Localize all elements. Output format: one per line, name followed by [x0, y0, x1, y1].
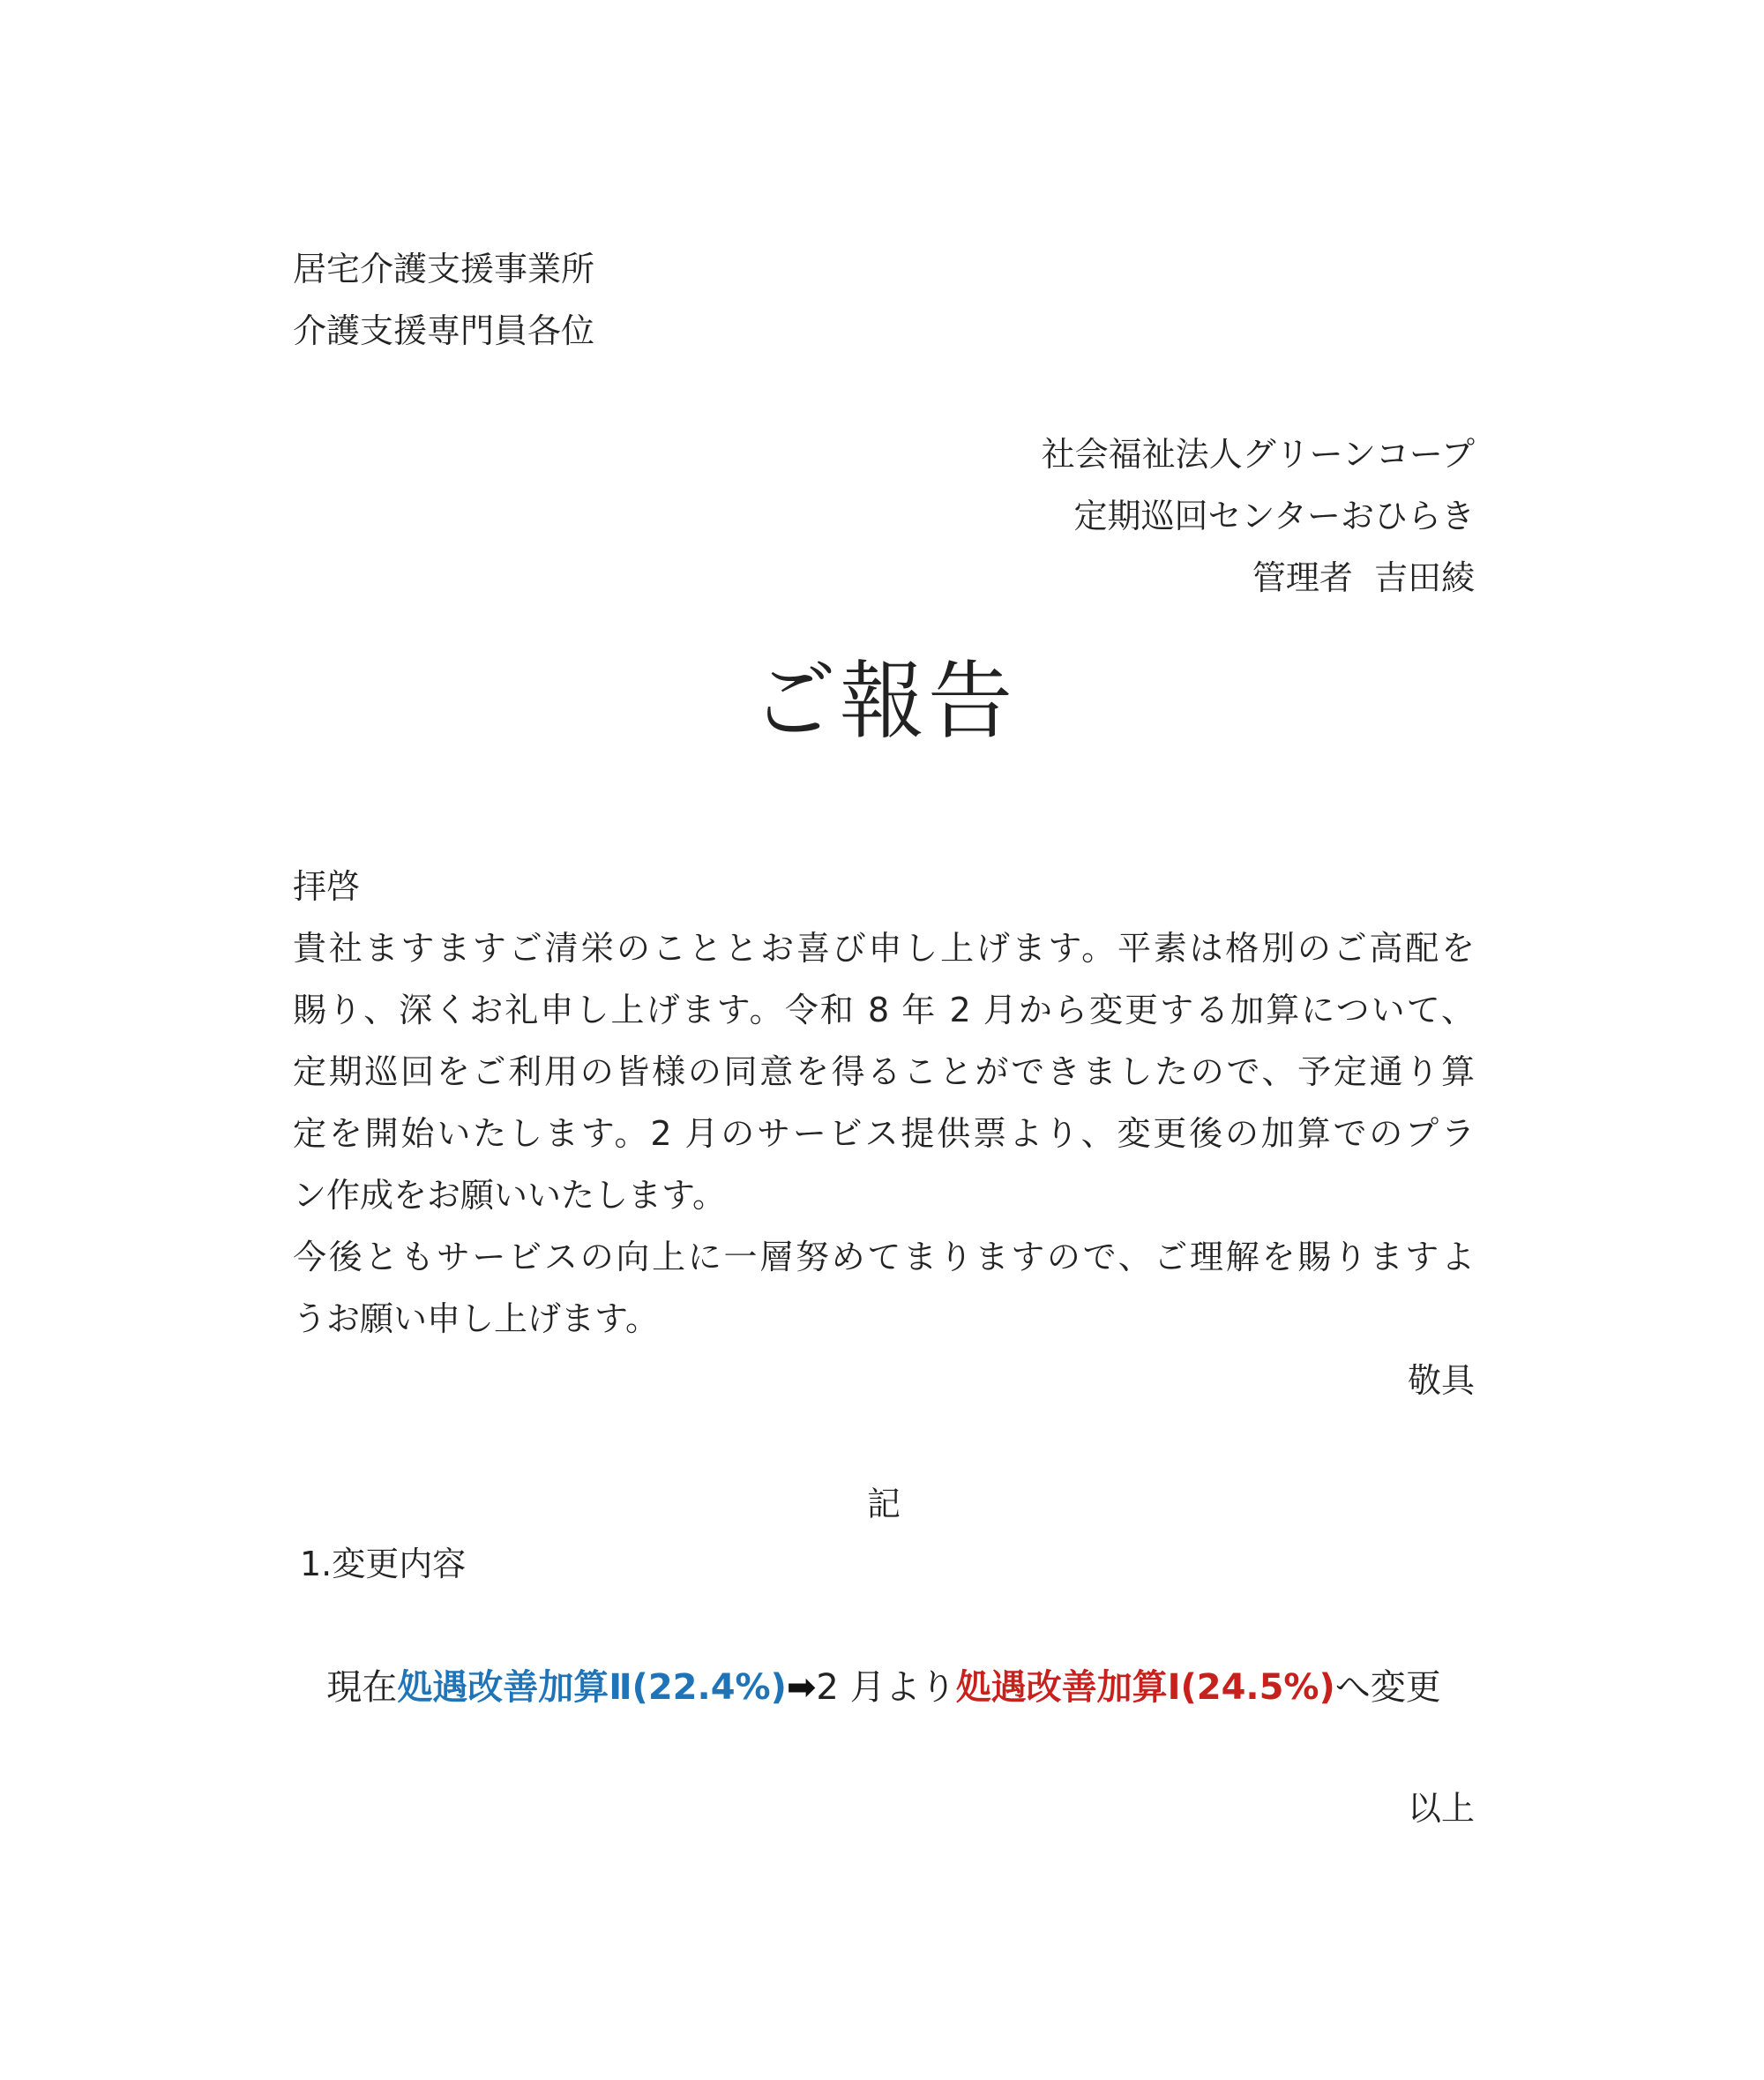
body-line-5: ン作成をお願いいたします。 [293, 1176, 726, 1215]
body-line-1: 貴社ますますご清栄のこととお喜び申し上げます。平素は格別のご高配を [293, 929, 1475, 968]
end-ijou: 以上 [1407, 1789, 1475, 1828]
change-suffix: へ変更 [1334, 1667, 1441, 1708]
document-title: ご報告 [751, 652, 1016, 751]
recipient-line-1: 居宅介護支援事業所 [293, 250, 595, 288]
sender-organization: 社会福祉法人グリーンコープ [1041, 435, 1475, 474]
new-addition: 処遇改善加算Ⅰ(24.5%) [955, 1667, 1335, 1708]
ki-heading: 記 [866, 1485, 901, 1523]
body-line-7: うお願い申し上げます。 [293, 1299, 659, 1338]
change-middle: 2 月より [816, 1667, 956, 1708]
arrow-right-icon: ➡ [786, 1667, 817, 1708]
change-prefix: 現在 [326, 1667, 398, 1708]
current-addition: 処遇改善加算Ⅱ(22.4%) [397, 1667, 787, 1708]
recipient-line-2: 介護支援専門員各位 [293, 311, 595, 350]
body-line-2: 賜り、深くお礼申し上げます。令和 8 年 2 月から変更する加算について、 [293, 991, 1475, 1029]
sender-manager: 管理者 吉田綾 [1252, 558, 1475, 597]
body-line-3: 定期巡回をご利用の皆様の同意を得ることができましたので、予定通り算 [293, 1052, 1475, 1091]
body-line-6: 今後ともサービスの向上に一層努めてまりますので、ご理解を賜りますよ [293, 1238, 1475, 1276]
closing-keigu: 敬具 [1407, 1361, 1475, 1400]
item-heading: 1.変更内容 [300, 1545, 467, 1583]
body-line-4: 定を開始いたします。2 月のサービス提供票より、変更後の加算でのプラ [293, 1114, 1475, 1153]
change-statement [293, 1663, 1475, 1712]
sender-office: 定期巡回センターおひらき [1073, 497, 1475, 535]
salutation: 拝啓 [293, 867, 361, 906]
